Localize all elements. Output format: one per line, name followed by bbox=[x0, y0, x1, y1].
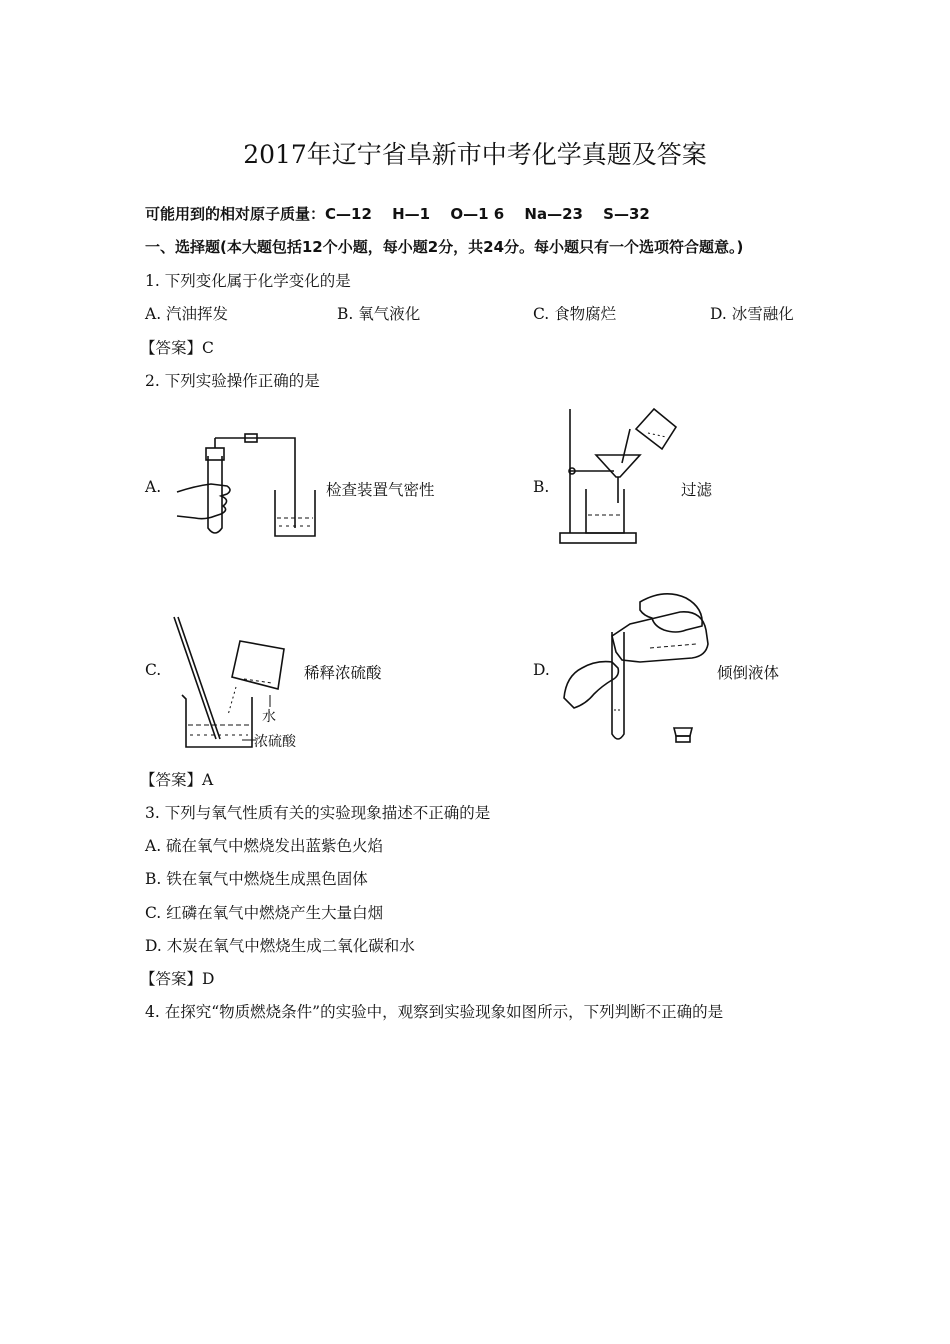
q2-option-d-letter: D. bbox=[533, 661, 550, 679]
q1-option-a: A. 汽油挥发 bbox=[145, 305, 229, 323]
q2-option-b-label: 过滤 bbox=[681, 481, 713, 499]
q2-answer: 【答案】A bbox=[140, 771, 214, 789]
q2-option-b-letter: B. bbox=[533, 478, 550, 496]
figure-airtightness-check bbox=[175, 430, 325, 542]
q2-option-a-label: 检查装置气密性 bbox=[326, 481, 435, 499]
q1-answer: 【答案】C bbox=[140, 339, 214, 357]
q1-option-d: D. 冰雪融化 bbox=[710, 305, 794, 323]
q1-stem: 1. 下列变化属于化学变化的是 bbox=[145, 272, 351, 290]
q1-option-b: B. 氧气液化 bbox=[337, 305, 421, 323]
q2-option-d-label: 倾倒液体 bbox=[717, 664, 780, 682]
q3-option-b: B. 铁在氧气中燃烧生成黑色固体 bbox=[145, 870, 368, 888]
q3-stem: 3. 下列与氧气性质有关的实验现象描述不正确的是 bbox=[145, 804, 491, 822]
acid-label: 浓硫酸 bbox=[254, 734, 296, 750]
page-title: 2017年辽宁省阜新市中考化学真题及答案 bbox=[243, 140, 707, 169]
figure-dilute-acid bbox=[172, 615, 307, 755]
figure-filtration bbox=[558, 405, 683, 547]
water-label: 水 bbox=[262, 709, 276, 725]
q2-option-a-letter: A. bbox=[145, 478, 162, 496]
section-heading: 一、选择题(本大题包括12个小题，每小题2分，共24分。每小题只有一个选项符合题意。) bbox=[145, 238, 744, 256]
atomic-mass-line: 可能用到的相对原子质量：C—12 H—1 O—1 6 Na—23 S—32 bbox=[145, 205, 650, 223]
q2-option-c-letter: C. bbox=[145, 661, 162, 679]
q3-option-a: A. 硫在氧气中燃烧发出蓝紫色火焰 bbox=[145, 837, 384, 855]
q1-option-c: C. 食物腐烂 bbox=[533, 305, 617, 323]
q3-option-c: C. 红磷在氧气中燃烧产生大量白烟 bbox=[145, 904, 384, 922]
q2-option-c-label: 稀释浓硫酸 bbox=[304, 664, 382, 682]
figure-pour-liquid bbox=[560, 590, 720, 748]
q3-option-d: D. 木炭在氧气中燃烧生成二氧化碳和水 bbox=[145, 937, 415, 955]
q2-stem: 2. 下列实验操作正确的是 bbox=[145, 372, 320, 390]
q4-stem: 4. 在探究“物质燃烧条件”的实验中，观察到实验现象如图所示，下列判断不正确的是 bbox=[145, 1003, 724, 1021]
q3-answer: 【答案】D bbox=[140, 970, 215, 988]
